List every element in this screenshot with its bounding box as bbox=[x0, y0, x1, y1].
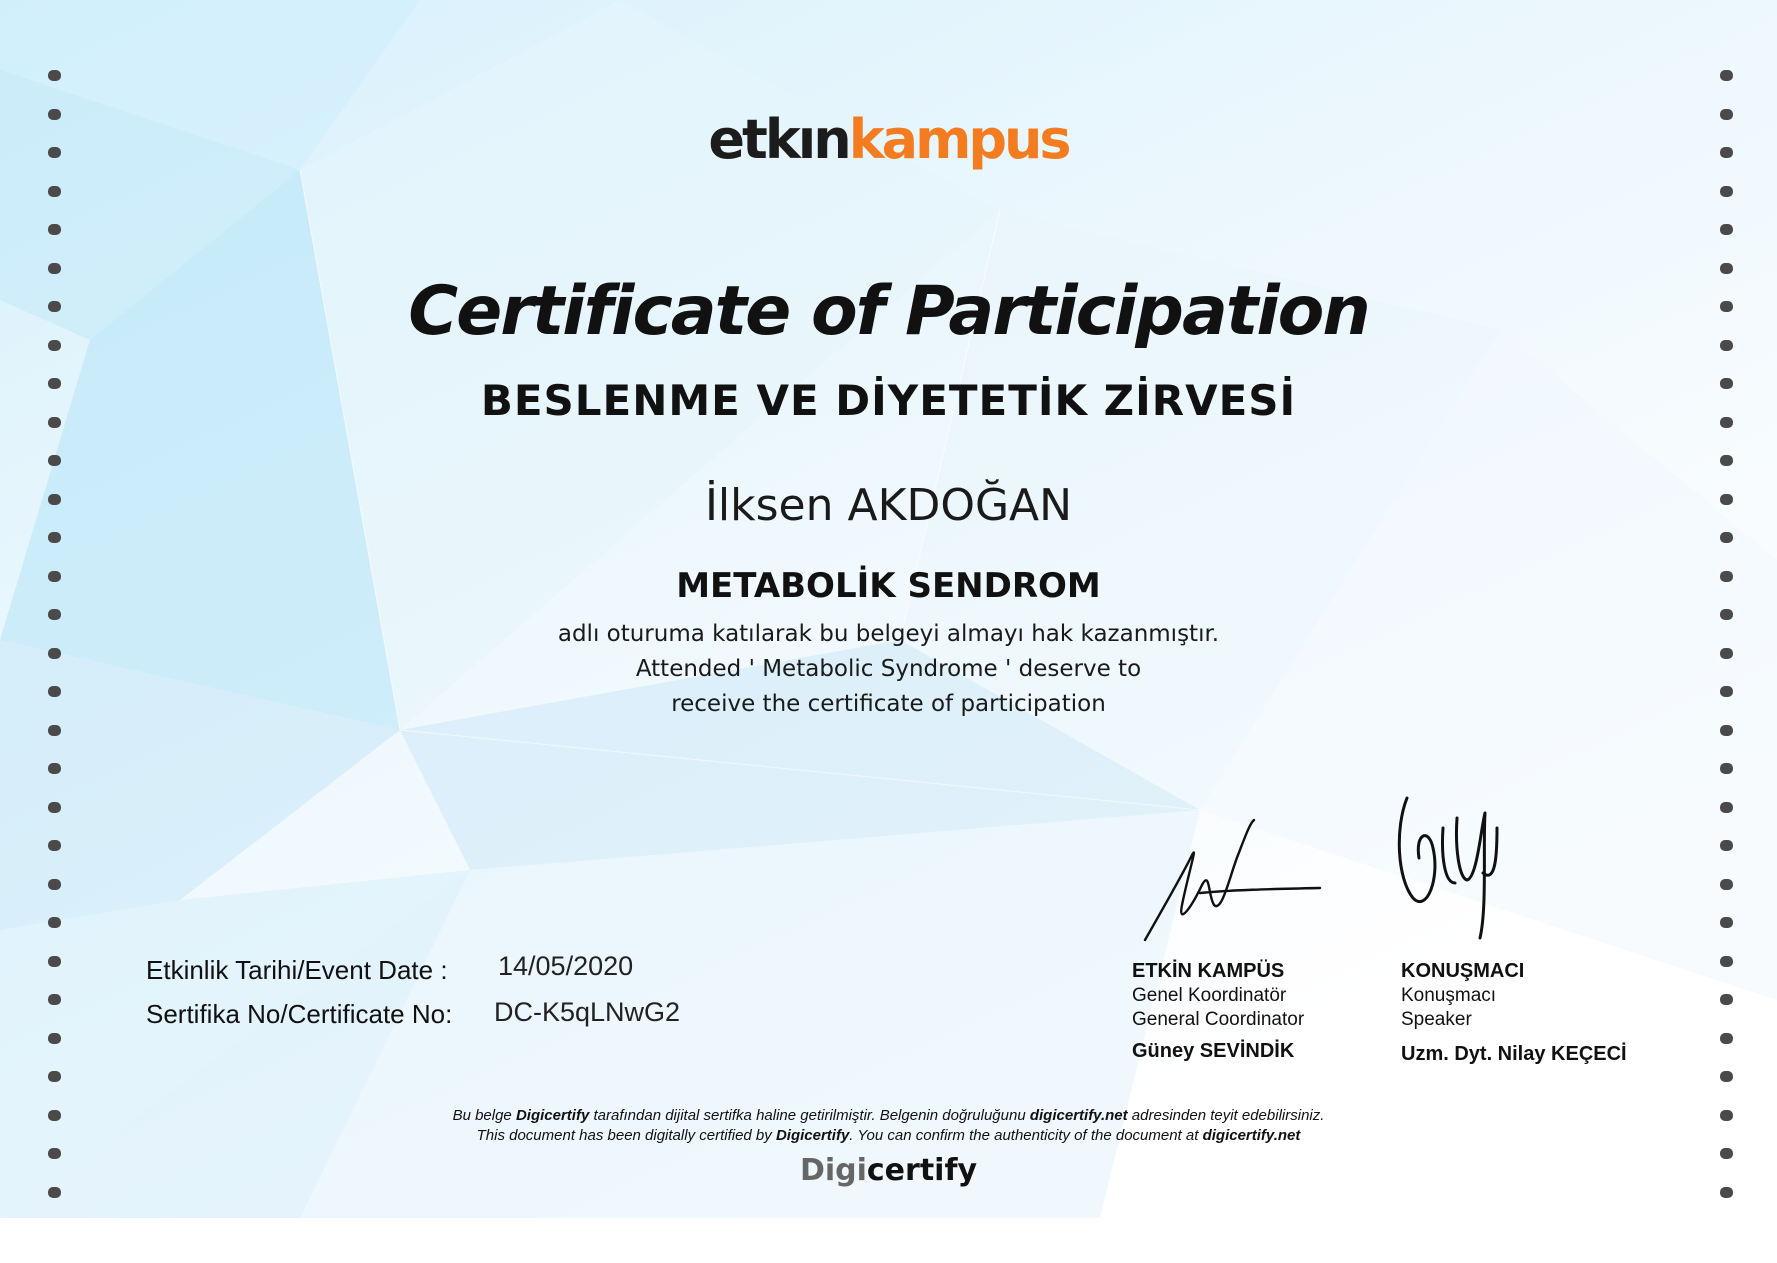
certificate-no-value: DC-K5qLNwG2 bbox=[494, 997, 681, 1027]
signatory-1-role-en: General Coordinator bbox=[1132, 1009, 1305, 1030]
certificate-title: Certificate of Participation bbox=[408, 272, 1369, 351]
participant-name: İlksen AKDOĞAN bbox=[704, 480, 1073, 531]
footer-note-en: This document has been digitally certified by Digicertify. You can confirm the authenticity of the document at digicertify.net bbox=[476, 1127, 1301, 1144]
signatory-2-name: Uzm. Dyt. Nilay KEÇECİ bbox=[1401, 1043, 1627, 1065]
signatory-2-role-tr: Konuşmacı bbox=[1401, 985, 1497, 1006]
session-title: METABOLİK SENDROM bbox=[676, 566, 1101, 606]
footer-note-tr: Bu belge Digicertify tarafından dijital sertifka haline getirilmiştir. Belgenin doğruluğunu digicertify.net adresinden teyit edebilirsiniz. bbox=[452, 1107, 1325, 1124]
description-line-1: adlı oturuma katılarak bu belgeyi almayı hak kazanmıştır. bbox=[557, 621, 1220, 647]
description-line-2: Attended ' Metabolic Syndrome ' deserve to bbox=[635, 656, 1142, 682]
digicertify-logo: Digicertify bbox=[799, 1153, 978, 1188]
event-name: BESLENME VE DİYETETİK ZİRVESİ bbox=[480, 376, 1297, 425]
signature-speaker bbox=[1385, 788, 1525, 948]
event-date-value: 14/05/2020 bbox=[498, 951, 634, 981]
etkinkampus-logo: etkınkampus bbox=[708, 108, 1069, 171]
signatory-2-org: KONUŞMACI bbox=[1401, 960, 1525, 982]
signature-coordinator bbox=[1130, 815, 1330, 950]
description-line-3: receive the certificate of participation bbox=[671, 691, 1106, 717]
certificate-no-label: Sertifika No/Certificate No: bbox=[146, 999, 453, 1029]
signatory-1-org: ETKİN KAMPÜS bbox=[1132, 960, 1285, 982]
signatory-1-name: Güney SEVİNDİK bbox=[1132, 1040, 1295, 1062]
signatory-1-role-tr: Genel Koordinatör bbox=[1132, 985, 1287, 1006]
event-date-label: Etkinlik Tarihi/Event Date : bbox=[146, 955, 448, 985]
signatory-2-role-en: Speaker bbox=[1401, 1009, 1472, 1030]
